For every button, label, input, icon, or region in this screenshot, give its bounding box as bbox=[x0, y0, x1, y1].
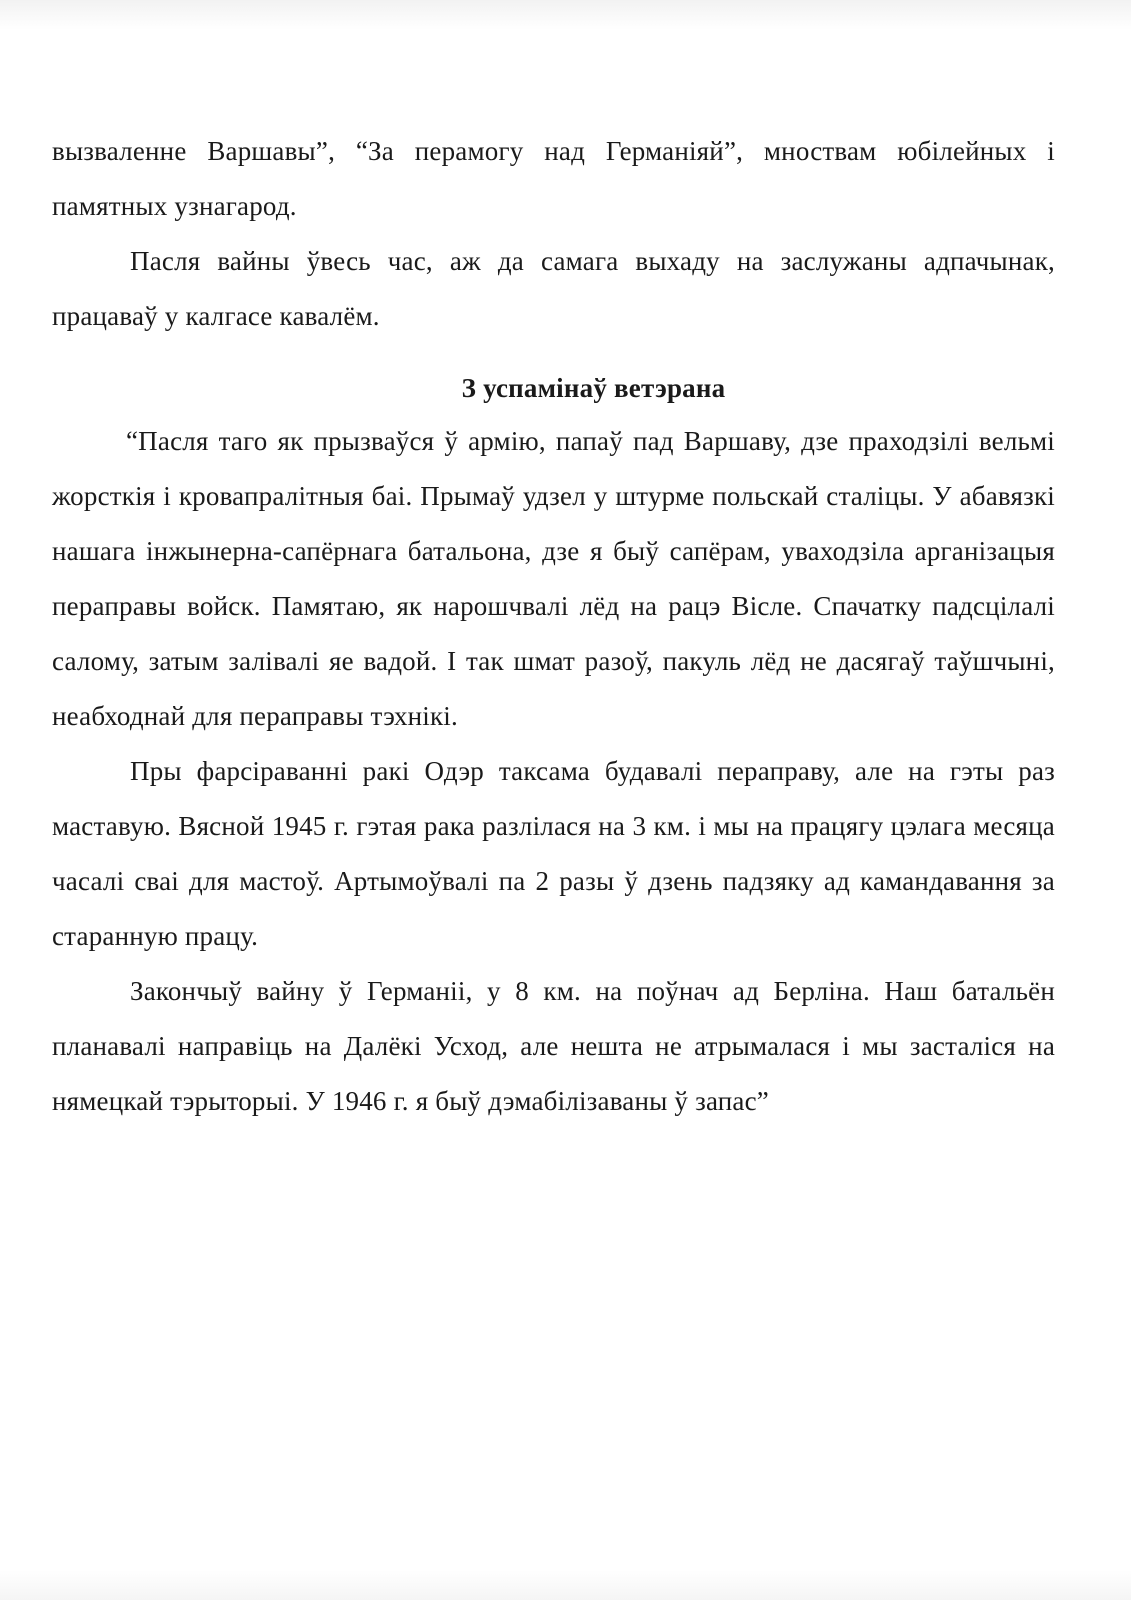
section-heading: З успамінаў ветэрана bbox=[461, 373, 726, 403]
paragraph-warsaw: “Пасля таго як прызваўся ў армію, папаў пад Варшаву, дзе праходзілі вельмі жорсткія і кровапралітныя баі. Прымаў удзел у штурме польскай сталіцы. У абавязкі нашага інжынерна-сапёрнага батальона, дзе я быў сапёрам, уваходзіла арганізацыя пераправы войск. Памятаю, як нарошчвалі лёд на рацэ Вісле. Спачатку падсцілалі салому, затым залівалі яе вадой. І так шмат разоў, пакуль лёд не дасягаў таўшчыні, неабходнай для пераправы тэхнікі. bbox=[52, 426, 1055, 731]
paragraph-berlin: Закончыў вайну ў Германіі, у 8 км. на поўнач ад Берліна. Наш батальён планавалі направіць на Далёкі Усход, але нешта не атрымалася і мы засталіся на нямецкай тэрыторыі. У 1946 г. я быў дэмабілізаваны ў запас” bbox=[52, 976, 1055, 1116]
veteran-memoirs bbox=[52, 414, 1055, 1129]
paragraph-oder: Пры фарсіраванні ракі Одэр таксама будавалі пераправу, але на гэты раз маставую. Вясной 1945 г. гэтая рака разлілася на 3 км. і мы на працягу цэлага месяца часалі сваі для мастоў. Артымоўвалі па 2 разы ў дзень падзяку ад камандавання за старанную працу. bbox=[52, 756, 1055, 951]
document-body bbox=[52, 124, 1055, 1129]
paragraph-awards: вызваленне Варшавы”, “За перамогу над Германіяй”, мноствам юбілейных і памятных узнагарод. bbox=[52, 136, 1055, 221]
paragraph-after-war: Пасля вайны ўвесь час, аж да самага выхаду на заслужаны адпачынак, працаваў у калгасе кавалём. bbox=[52, 246, 1055, 331]
